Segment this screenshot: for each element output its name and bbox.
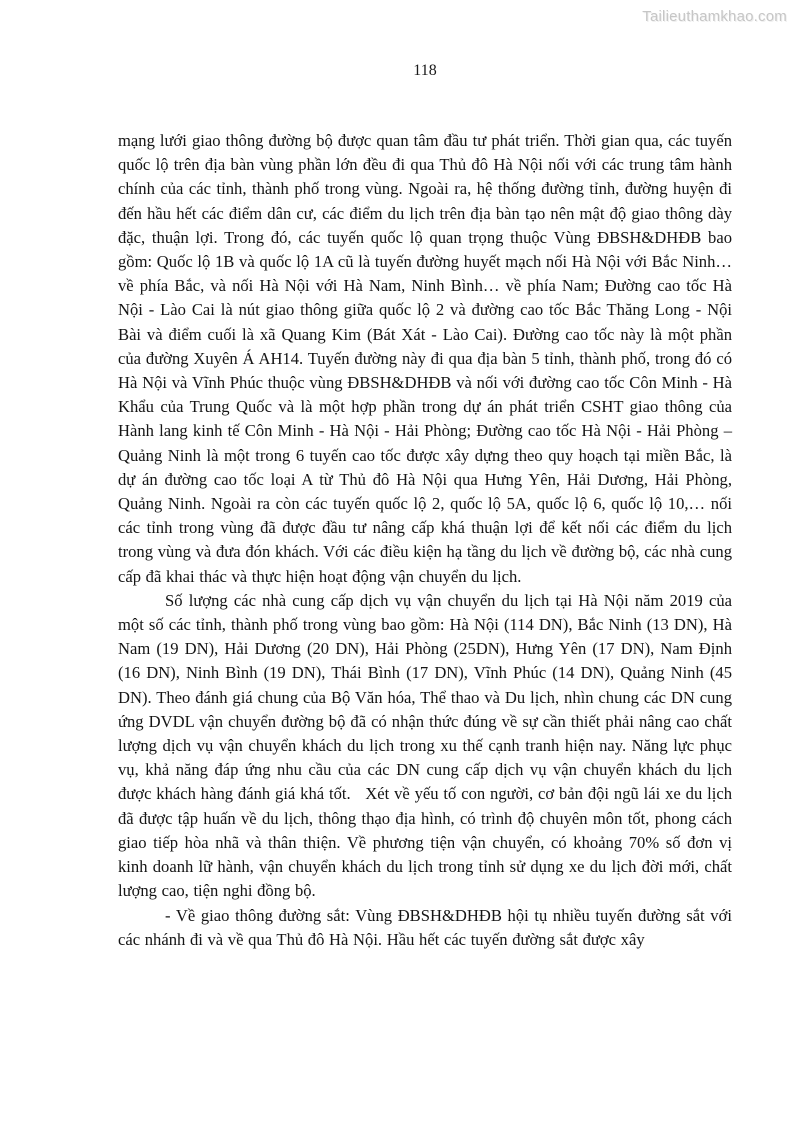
watermark: Tailieuthamkhao.com xyxy=(642,8,787,25)
page-number: 118 xyxy=(413,62,437,79)
document-body xyxy=(118,129,732,952)
paragraph: - Về giao thông đường sắt: Vùng ĐBSH&DHĐB hội tụ nhiều tuyến đường sắt với các nhánh đi và về qua Thủ đô Hà Nội. Hầu hết các tuyến đường sắt được xây xyxy=(118,905,732,949)
paragraph: Số lượng các nhà cung cấp dịch vụ vận chuyển du lịch tại Hà Nội năm 2019 của một số các tỉnh, thành phố trong vùng bao gồm: Hà Nội (114 DN), Bắc Ninh (13 DN), Hà Nam (19 DN), Hải Dương (20 DN), Hải Phòng (25DN), Hưng Yên (17 DN), Nam Định (16 DN), Ninh Bình (19 DN), Thái Bình (17 DN), Vĩnh Phúc (14 DN), Quảng Ninh (45 DN). Theo đánh giá chung của Bộ Văn hóa, Thể thao và Du lịch, nhìn chung các DN cung ứng DVDL vận chuyển đường bộ đã có nhận thức đúng về sự cần thiết phải nâng cao chất lượng dịch vụ vận chuyển khách du lịch trong xu thế cạnh tranh hiện nay. Năng lực phục vụ, khả năng đáp ứng nhu cầu của các DN cung cấp dịch vụ vận chuyển khách du lịch được khách hàng đánh giá khá tốt. Xét về yếu tố con người, cơ bản đội ngũ lái xe du lịch đã được tập huấn về du lịch, thông thạo địa hình, có trình độ chuyên môn tốt, phong cách giao tiếp hòa nhã và thân thiện. Về phương tiện vận chuyển, có khoảng 70% số đơn vị kinh doanh lữ hành, vận chuyển khách du lịch trong tỉnh sử dụng xe du lịch đời mới, chất lượng cao, tiện nghi đồng bộ. xyxy=(118,590,732,901)
paragraph: mạng lưới giao thông đường bộ được quan tâm đầu tư phát triển. Thời gian qua, các tuyến quốc lộ trên địa bàn vùng phần lớn đều đi qua Thủ đô Hà Nội nối với các trung tâm hành chính của các tỉnh, thành phố trong vùng. Ngoài ra, hệ thống đường tỉnh, đường huyện đi đến hầu hết các điểm dân cư, các điểm du lịch trên địa bàn tạo nên mật độ giao thông dày đặc, thuận lợi. Trong đó, các tuyến quốc lộ quan trọng thuộc Vùng ĐBSH&DHĐB bao gồm: Quốc lộ 1B và quốc lộ 1A cũ là tuyến đường huyết mạch nối Hà Nội với Bắc Ninh… về phía Bắc, và nối Hà Nội với Hà Nam, Ninh Bình… về phía Nam; Đường cao tốc Hà Nội - Lào Cai là nút giao thông giữa quốc lộ 2 và đường cao tốc Bắc Thăng Long - Nội Bài và điểm cuối là xã Quang Kim (Bát Xát - Lào Cai). Đường cao tốc này là một phần của đường Xuyên Á AH14. Tuyến đường này đi qua địa bàn 5 tỉnh, thành phố, trong đó có Hà Nội và Vĩnh Phúc thuộc vùng ĐBSH&DHĐB và nối với đường cao tốc Côn Minh - Hà Khẩu của Trung Quốc và là một hợp phần trong dự án phát triển CSHT giao thông của Hành lang kinh tế Côn Minh - Hà Nội - Hải Phòng; Đường cao tốc Hà Nội - Hải Phòng – Quảng Ninh là một trong 6 tuyến cao tốc được xây dựng theo quy hoạch tại miền Bắc, là dự án đường cao tốc loại A từ Thủ đô Hà Nội qua Hưng Yên, Hải Dương, Hải Phòng, Quảng Ninh. Ngoài ra còn các tuyến quốc lộ 2, quốc lộ 5A, quốc lộ 6, quốc lộ 10,… nối các tỉnh trong vùng đã được đầu tư nâng cấp khá thuận lợi để kết nối các điểm du lịch trong vùng và đưa đón khách. Với các điều kiện hạ tầng du lịch về đường bộ, các nhà cung cấp đã khai thác và thực hiện hoạt động vận chuyển du lịch. xyxy=(118,131,732,586)
